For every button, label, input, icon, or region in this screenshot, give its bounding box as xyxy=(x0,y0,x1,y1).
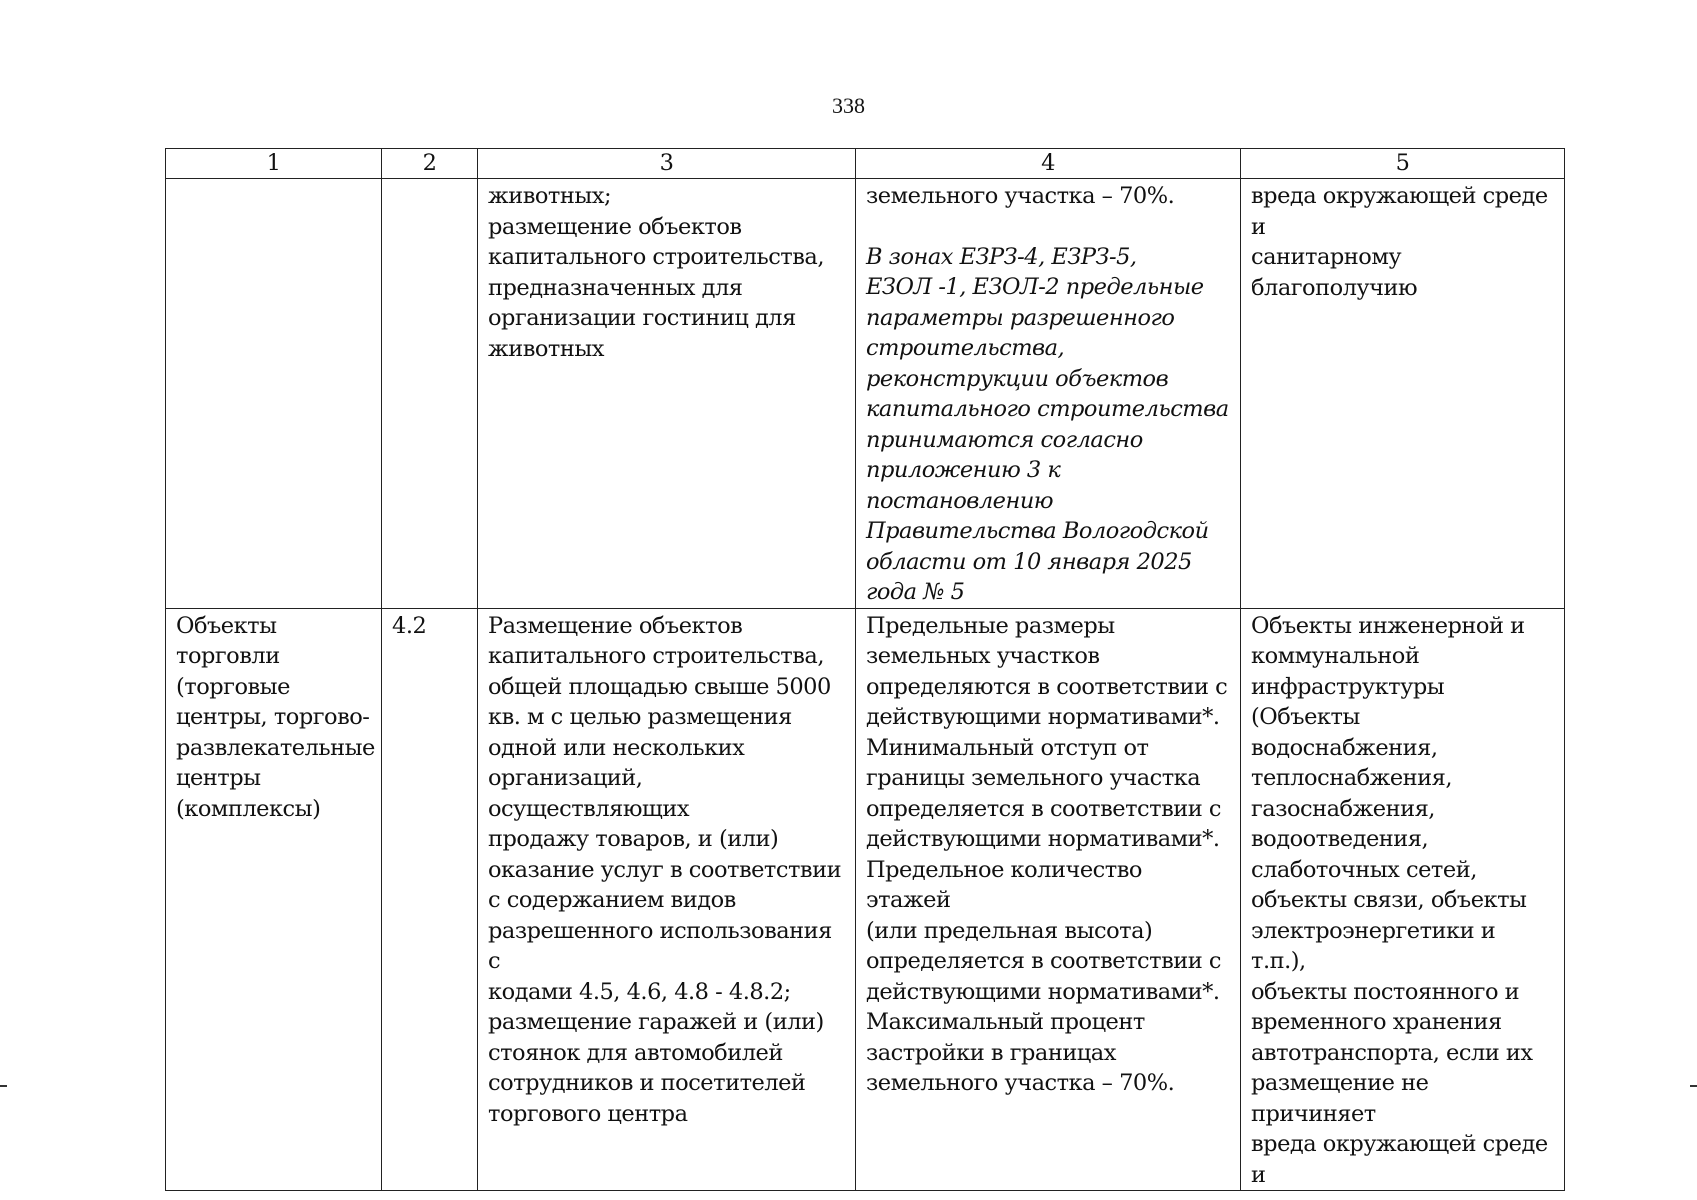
row2-col5-line: теплоснабжения, xyxy=(1251,765,1453,791)
row2-col5-cell xyxy=(1241,608,1565,1191)
row2-col3-line: стоянок для автомобилей xyxy=(488,1039,783,1066)
row2-col4-line: Минимальный отступ от xyxy=(866,734,1149,761)
row2-col4-cell xyxy=(856,608,1241,1191)
row2-col3-cell xyxy=(478,608,856,1191)
row2-code: 4.2 xyxy=(392,612,427,639)
row2-col3-line: с содержанием видов xyxy=(488,887,736,913)
row1-col4-italic-line: постановлению xyxy=(866,487,1054,514)
row1-col3-cell xyxy=(478,179,856,609)
row2-col1-line: развлекательные xyxy=(176,734,375,761)
row2-col5-line: вреда окружающей среде и xyxy=(1251,1131,1548,1188)
row2-col5-line: коммунальной xyxy=(1251,643,1420,669)
row2-col5-line: временного хранения xyxy=(1251,1009,1502,1035)
row2-col5-line: водоотведения, xyxy=(1251,826,1429,852)
row2-col5-line: водоснабжения, xyxy=(1251,734,1438,761)
row1-col4-italic-line: области от 10 января 2025 xyxy=(866,548,1192,575)
row1-col3-line: организации гостиниц для xyxy=(488,305,796,331)
row2-col3-line: оказание услуг в соответствии xyxy=(488,856,842,883)
row2-col1-line: центры, торгово- xyxy=(176,704,370,730)
row2-col5-line: объекты связи, объекты xyxy=(1251,887,1527,913)
row2-col4-line: определяется в соответствии с xyxy=(866,948,1221,974)
row2-col3-line: размещение гаражей и (или) xyxy=(488,1009,824,1035)
row1-col4-italic-line: принимаются согласно xyxy=(866,426,1143,453)
row2-col1-line: Объекты xyxy=(176,612,277,639)
row2-col1-line: торговли xyxy=(176,643,280,669)
table-row xyxy=(166,608,1565,1191)
row1-col3-line: капитального строительства, xyxy=(488,244,824,270)
row2-col2-cell xyxy=(382,608,478,1191)
row1-col5-cell xyxy=(1241,179,1565,609)
row2-col4-line: определяется в соответствии с xyxy=(866,795,1221,822)
column-header-2: 2 xyxy=(382,149,478,179)
row2-col1-line: центры xyxy=(176,765,261,791)
row2-col4-line: действующими нормативами*. xyxy=(866,978,1220,1005)
row1-col4-italic-line: приложению 3 к xyxy=(866,457,1061,483)
row1-col5-line: благополучию xyxy=(1251,274,1418,301)
row1-col4-italic-line: параметры разрешенного xyxy=(866,304,1175,331)
row2-col5-line: автотранспорта, если их xyxy=(1251,1039,1533,1066)
row2-col3-line: одной или нескольких xyxy=(488,734,745,761)
row2-col4-line: Предельное количество этажей xyxy=(866,856,1142,913)
row2-col4-line: границы земельного участка xyxy=(866,765,1201,791)
row2-col3-line: Размещение объектов xyxy=(488,612,743,639)
row1-col4-italic-line: реконструкции объектов xyxy=(866,365,1169,392)
row1-col3-line: животных; xyxy=(488,183,612,209)
column-header-1: 1 xyxy=(166,149,382,179)
row1-col1-cell xyxy=(166,179,382,609)
row2-col1-cell xyxy=(166,608,382,1191)
row1-col5-line: вреда окружающей среде и xyxy=(1251,183,1548,240)
table-header-row xyxy=(166,149,1565,179)
paragraph-gap xyxy=(866,212,1232,242)
row1-col4-italic-line: капитального строительства xyxy=(866,396,1229,422)
row2-col4-line: (или предельная высота) xyxy=(866,917,1153,944)
row2-col4-line: земельного участка – 70%. xyxy=(866,1070,1175,1096)
regulations-table xyxy=(165,148,1565,1191)
row2-col4-line: Максимальный процент xyxy=(866,1009,1145,1035)
row2-col4-line: определяются в соответствии с xyxy=(866,673,1228,700)
row2-col5-line: инфраструктуры (Объекты xyxy=(1251,673,1445,730)
row2-col5-line: слаботочных сетей, xyxy=(1251,856,1477,883)
scan-edge-mark-left xyxy=(0,1085,7,1087)
row2-col3-line: торгового центра xyxy=(488,1100,688,1127)
row1-col4-cell xyxy=(856,179,1241,609)
column-header-5: 5 xyxy=(1241,149,1565,179)
row2-col5-line: газоснабжения, xyxy=(1251,795,1435,822)
column-header-3: 3 xyxy=(478,149,856,179)
row2-col3-line: организаций, осуществляющих xyxy=(488,765,690,822)
scan-edge-mark-right xyxy=(1690,1085,1697,1087)
table-row xyxy=(166,179,1565,609)
row2-col3-line: разрешенного использования с xyxy=(488,917,832,974)
row1-col3-line: размещение объектов xyxy=(488,213,742,240)
row1-col4-italic-line: Правительства Вологодской xyxy=(866,518,1209,544)
row2-col4-line: действующими нормативами*. xyxy=(866,826,1220,852)
row1-col3-line: предназначенных для xyxy=(488,274,743,301)
row1-col4-italic-line: В зонах ЕЗРЗ-4, ЕЗРЗ-5, xyxy=(866,243,1137,270)
row2-col4-line: земельных участков xyxy=(866,643,1100,669)
row2-col3-line: кв. м с целью размещения xyxy=(488,704,792,730)
page-number: 338 xyxy=(832,93,865,118)
row2-col4-line: Предельные размеры xyxy=(866,612,1115,639)
row2-col3-line: продажу товаров, и (или) xyxy=(488,826,779,852)
row2-col3-line: общей площадью свыше 5000 xyxy=(488,673,831,700)
row2-col3-line: сотрудников и посетителей xyxy=(488,1070,806,1096)
row1-col4-italic-line: года № 5 xyxy=(866,579,965,605)
row1-col4-italic-line: строительства, xyxy=(866,335,1065,361)
row2-col5-line: электроэнергетики и т.п.), xyxy=(1251,917,1496,974)
row1-col5-line: санитарному xyxy=(1251,244,1402,270)
row2-col3-line: капитального строительства, xyxy=(488,643,824,669)
row2-col5-line: объекты постоянного и xyxy=(1251,978,1520,1005)
row2-col3-line: кодами 4.5, 4.6, 4.8 - 4.8.2; xyxy=(488,978,791,1005)
row1-col4-italic-line: ЕЗОЛ -1, ЕЗОЛ-2 предельные xyxy=(866,274,1204,300)
row2-col4-line: застройки в границах xyxy=(866,1039,1116,1066)
row1-col4-line: земельного участка – 70%. xyxy=(866,183,1175,209)
row1-col2-cell xyxy=(382,179,478,609)
row2-col1-line: (торговые xyxy=(176,673,290,700)
row2-col5-line: Объекты инженерной и xyxy=(1251,612,1525,639)
row1-col3-line: животных xyxy=(488,335,604,362)
column-header-4: 4 xyxy=(856,149,1241,179)
row2-col5-line: размещение не причиняет xyxy=(1251,1070,1429,1127)
row2-col4-line: действующими нормативами*. xyxy=(866,704,1220,730)
row2-col1-line: (комплексы) xyxy=(176,795,321,822)
